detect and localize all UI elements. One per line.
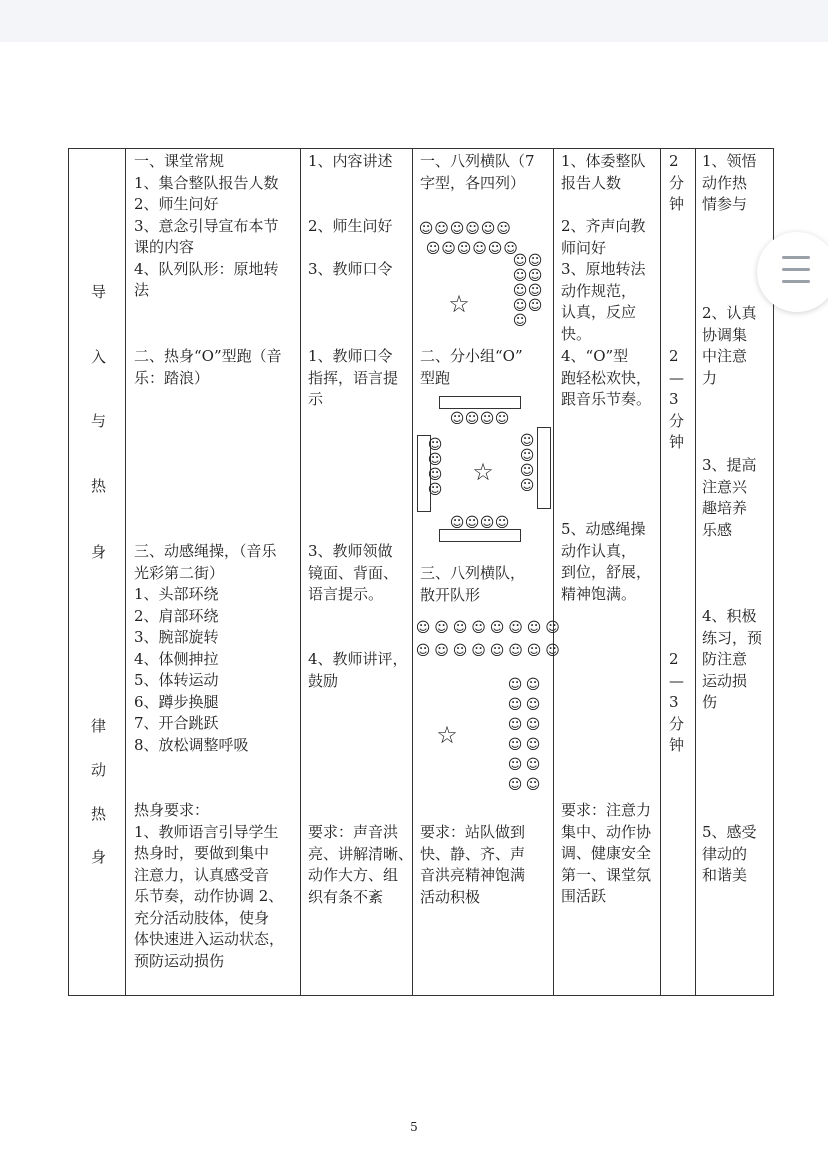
time-1 — [669, 151, 684, 216]
line: 1、教师语言引导学生 — [134, 822, 279, 841]
line: 2 — [669, 347, 679, 365]
line: 分 — [669, 411, 685, 430]
line: 3、教师领做 — [308, 542, 393, 560]
line: 动作规范， — [561, 281, 637, 300]
line: 乐：踏浪） — [134, 368, 210, 387]
line: 3、提高 — [702, 456, 757, 474]
student-icon: ☺ — [512, 253, 528, 269]
line: 散开队形 — [420, 585, 481, 604]
line: 热身时，要做到集中 — [134, 844, 270, 862]
line: 亮、讲解清晰、 — [308, 844, 414, 863]
student-icon: ☺ — [526, 620, 542, 636]
content-cell — [126, 149, 301, 996]
organization-requirements — [420, 822, 525, 908]
student-icon: ☺ — [489, 620, 505, 636]
student-icon: ☺ — [425, 241, 441, 257]
student-icon: ☺ — [471, 620, 486, 636]
student-icon: ☺ — [545, 643, 560, 659]
teacher-line: 1、内容讲述 — [308, 152, 393, 170]
line: 认真，反应 — [561, 303, 637, 321]
student-icon: ☺ — [496, 221, 511, 237]
line: 精神饱满。 — [561, 584, 637, 603]
line: 力 — [702, 368, 718, 387]
line: 师问好 — [561, 238, 607, 257]
student-icon: ☺ — [512, 268, 528, 284]
student-icon: ☺ — [480, 221, 496, 237]
menu-icon-bar — [782, 256, 810, 259]
line: 伤 — [702, 693, 718, 711]
line: 7、开合跳跃 — [134, 714, 219, 732]
line: 2 — [669, 650, 679, 668]
line: 要求：注意力 — [561, 801, 652, 819]
teacher-star-icon: ☆ — [448, 290, 470, 318]
student-icon: ☺ — [507, 697, 523, 713]
line: 二、热身“O”型跑（音 — [134, 347, 282, 365]
student-icon: ☺ — [525, 697, 541, 713]
line: 报告人数 — [561, 173, 622, 192]
time-cell — [661, 149, 696, 996]
student-icon: ☺ — [508, 620, 523, 636]
line: 充分活动肢体，使身 — [134, 908, 270, 927]
student-icon: ☺ — [512, 313, 528, 329]
student-icon: ☺ — [464, 515, 480, 531]
student-icon: ☺ — [525, 737, 541, 753]
goal-3 — [702, 455, 757, 541]
line: 示 — [308, 390, 324, 408]
line: 跑轻松欢快， — [561, 368, 652, 387]
line: 到位，舒展， — [561, 563, 652, 581]
line: 乐感 — [702, 520, 733, 539]
line: 1、教师口令 — [308, 347, 393, 365]
student-icon: ☺ — [519, 448, 535, 464]
line: 中注意 — [702, 347, 748, 365]
line: 织有条不紊 — [308, 887, 384, 906]
student-icon: ☺ — [452, 620, 468, 636]
line: 3、原地转法 — [561, 260, 646, 278]
line: 2、肩部环绕 — [134, 606, 219, 625]
student-icon: ☺ — [434, 620, 449, 636]
teacher-star-icon: ☆ — [472, 458, 494, 486]
menu-icon-bar — [782, 280, 810, 283]
teacher-cell — [301, 149, 413, 996]
student-icon: ☺ — [507, 677, 523, 693]
student-cell — [554, 149, 661, 996]
line: 8、放松调整呼吸 — [134, 735, 249, 754]
line: 钟 — [669, 195, 685, 213]
student-turning — [561, 259, 646, 345]
time-2 — [669, 346, 684, 454]
student-icon: ☺ — [494, 411, 510, 427]
line: 第一、课堂氛 — [561, 865, 652, 884]
side-menu-button[interactable] — [757, 232, 828, 312]
line: 指挥，语言提 — [308, 368, 399, 387]
student-icon: ☺ — [449, 411, 465, 427]
student-icon: ☺ — [525, 777, 541, 793]
line: 钟 — [669, 736, 685, 754]
stage-char: 动 — [91, 761, 107, 779]
student-icon: ☺ — [471, 643, 486, 659]
stage-char: 热 — [91, 805, 107, 823]
student-icon: ☺ — [527, 253, 543, 269]
line: 1、体委整队 — [561, 152, 646, 170]
student-icon: ☺ — [508, 643, 523, 659]
line: 动作热 — [702, 173, 748, 192]
line: 字型，各四列） — [420, 173, 526, 192]
stage-char: 入 — [91, 348, 107, 366]
student-icon: ☺ — [507, 757, 523, 773]
line: 练习，预 — [702, 628, 763, 647]
student-icon: ☺ — [519, 433, 535, 449]
student-icon: ☺ — [418, 221, 434, 237]
student-icon: ☺ — [525, 717, 541, 733]
content-requirements — [134, 800, 284, 972]
student-icon: ☺ — [512, 283, 528, 299]
line: 2、认真 — [702, 304, 757, 322]
student-icon: ☺ — [527, 268, 543, 284]
line: 要求：站队做到 — [420, 823, 526, 841]
line: 法 — [134, 281, 150, 299]
line: 3、意念引导宣布本节 — [134, 216, 279, 235]
student-report — [561, 151, 646, 194]
teacher-star-icon: ☆ — [436, 721, 458, 749]
student-icon: ☺ — [494, 515, 510, 531]
line: 二、分小组“O” — [420, 347, 523, 365]
line: — — [669, 671, 684, 690]
goal-4 — [702, 606, 762, 714]
student-icon: ☺ — [489, 643, 505, 659]
line: 围活跃 — [561, 887, 607, 905]
goal-5 — [702, 822, 757, 887]
content-routine — [134, 151, 279, 302]
page-number: 5 — [410, 1120, 418, 1134]
student-greet — [561, 216, 646, 259]
line: 要求：声音洪 — [308, 823, 399, 841]
student-icon: ☺ — [449, 515, 465, 531]
student-icon: ☺ — [434, 221, 449, 237]
student-icon: ☺ — [487, 241, 503, 257]
student-icon: ☺ — [427, 467, 443, 483]
line: 趣培养 — [702, 499, 748, 517]
line: 2、师生问好 — [134, 195, 219, 213]
line: 型跑 — [420, 368, 451, 387]
student-icon: ☺ — [434, 643, 449, 659]
line: 和谐美 — [702, 866, 748, 884]
line: 注意力，认真感受音 — [134, 865, 270, 884]
student-icon: ☺ — [449, 221, 465, 237]
student-icon: ☺ — [525, 677, 541, 693]
student-icon: ☺ — [441, 241, 456, 257]
student-icon: ☺ — [512, 298, 528, 314]
student-requirements — [561, 800, 651, 908]
line: 钟 — [669, 433, 685, 451]
line: 1、头部环绕 — [134, 585, 219, 603]
organization-cell — [413, 149, 560, 996]
line: 动作大方、组 — [308, 866, 399, 884]
line: 一、课堂常规 — [134, 152, 225, 170]
line: 5、体转运动 — [134, 671, 219, 689]
student-icon: ☺ — [456, 241, 472, 257]
line: 三、动感绳操，（音乐 — [134, 542, 277, 560]
line: 光彩第二街） — [134, 563, 225, 582]
line: 4、积极 — [702, 607, 757, 625]
student-icon: ☺ — [503, 241, 518, 257]
line: 快。 — [561, 324, 592, 343]
viewer-top-bar — [0, 0, 828, 42]
student-icon: ☺ — [507, 737, 523, 753]
stage-char: 导 — [91, 283, 107, 301]
student-icon: ☺ — [465, 221, 480, 237]
teacher-o-run — [308, 346, 398, 411]
teacher-lead — [308, 541, 398, 606]
student-icon: ☺ — [427, 452, 443, 468]
menu-icon-bar — [782, 268, 810, 271]
student-icon: ☺ — [427, 482, 443, 498]
line: 预防运动损伤 — [134, 951, 225, 970]
line: 3、腕部旋转 — [134, 628, 219, 646]
student-icon: ☺ — [415, 643, 431, 659]
student-icon: ☺ — [525, 757, 541, 773]
student-icon: ☺ — [464, 411, 480, 427]
stage-char: 与 — [91, 412, 107, 430]
line: 情参与 — [702, 195, 748, 213]
line: 1、领悟 — [702, 152, 757, 170]
line: 集中、动作协 — [561, 822, 652, 841]
line: 5、动感绳操 — [561, 520, 646, 538]
line: 语言提示。 — [308, 585, 384, 603]
student-icon: ☺ — [519, 478, 535, 494]
line: 1、集合整队报告人数 — [134, 173, 279, 192]
student-icon: ☺ — [526, 643, 542, 659]
stage-char: 身 — [91, 543, 107, 561]
student-icon: ☺ — [427, 437, 443, 453]
line: 动作认真， — [561, 541, 637, 560]
line: 6、蹲步换腿 — [134, 692, 219, 711]
line: 镜面、背面、 — [308, 563, 399, 582]
line: 3 — [669, 390, 679, 408]
content-rope-exercise — [134, 541, 277, 756]
student-icon: ☺ — [527, 283, 543, 299]
stage-char: 律 — [91, 717, 107, 735]
line: 协调集 — [702, 325, 748, 344]
student-icon: ☺ — [545, 620, 560, 636]
line: 注意兴 — [702, 477, 748, 496]
line: 防注意 — [702, 650, 748, 668]
teacher-requirements — [308, 822, 413, 908]
teacher-line: 2、师生问好 — [308, 217, 393, 235]
line: 分 — [669, 714, 685, 733]
student-icon: ☺ — [519, 463, 535, 479]
student-icon: ☺ — [472, 241, 487, 257]
line: 体快速进入运动状态， — [134, 930, 285, 948]
line: 三、八列横队， — [420, 564, 526, 582]
time-3 — [669, 649, 684, 757]
lesson-plan-table — [68, 148, 774, 996]
line: 4、体侧抻拉 — [134, 649, 219, 668]
content-o-run — [134, 346, 282, 389]
stage-char: 身 — [91, 848, 107, 866]
line: 调、健康安全 — [561, 844, 652, 862]
line: 律动的 — [702, 844, 748, 863]
teacher-review — [308, 649, 408, 692]
goal-2 — [702, 303, 757, 389]
line: 课的内容 — [134, 238, 195, 256]
line: 运动损 — [702, 671, 748, 690]
stage-char: 热 — [91, 477, 107, 495]
line: 4、队列队形：原地转 — [134, 259, 279, 278]
student-icon: ☺ — [527, 298, 543, 314]
teacher-line: 3、教师口令 — [308, 260, 393, 278]
student-icon: ☺ — [507, 717, 523, 733]
line: 活动积极 — [420, 887, 481, 906]
line: — — [669, 368, 684, 387]
student-rope — [561, 519, 651, 605]
student-icon: ☺ — [479, 411, 495, 427]
stage-cell — [69, 149, 126, 996]
line: 2、齐声向教 — [561, 217, 646, 235]
line: 2 — [669, 152, 679, 170]
student-icon: ☺ — [507, 777, 523, 793]
line: 一、八列横队（7 — [420, 152, 535, 170]
line: 热身要求： — [134, 801, 210, 819]
line: 分 — [669, 173, 685, 192]
line: 音洪亮精神饱满 — [420, 866, 526, 884]
line: 鼓励 — [308, 671, 339, 690]
student-icon: ☺ — [479, 515, 495, 531]
line: 4、“O”型 — [561, 347, 629, 365]
line: 5、感受 — [702, 823, 757, 841]
goal-1 — [702, 151, 757, 216]
student-icon: ☺ — [452, 643, 468, 659]
line: 快、静、齐、声 — [420, 844, 526, 863]
student-o-run — [561, 346, 651, 411]
line: 4、教师讲评， — [308, 650, 408, 668]
line: 乐节奏，动作协调 2、 — [134, 887, 284, 905]
line: 3 — [669, 693, 679, 711]
student-icon: ☺ — [415, 620, 431, 636]
line: 跟音乐节奏。 — [561, 390, 652, 408]
